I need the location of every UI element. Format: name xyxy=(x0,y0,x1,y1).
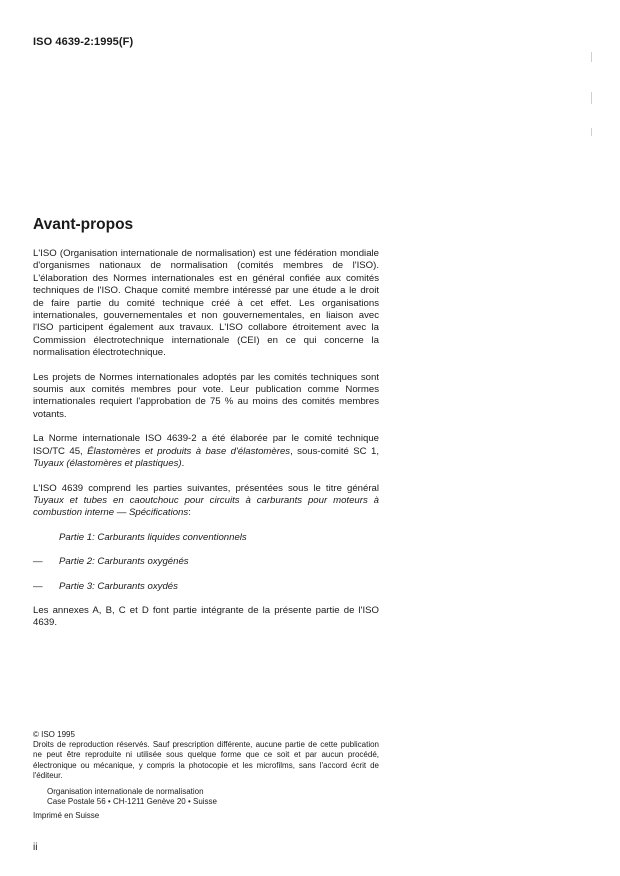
subcommittee-name: Tuyaux (élastomères et plastiques) xyxy=(33,458,182,470)
publisher-org: Organisation internationale de normalisation xyxy=(47,787,204,797)
copyright-block xyxy=(33,730,379,822)
committee-text-b: , sous-comité SC 1, xyxy=(290,445,379,457)
publisher-address: Case Postale 56 • CH-1211 Genève 20 • Suisse xyxy=(47,797,217,807)
copyright-line: © ISO 1995 xyxy=(33,730,75,739)
list-item xyxy=(33,581,379,593)
scan-mark xyxy=(591,52,592,62)
paragraph-annexes: Les annexes A, B, C et D font partie intégrante de la présente partie de l'ISO 4639. xyxy=(33,604,379,629)
committee-text-a: La Norme internationale ISO 4639-2 a été élaborée par le comité technique ISO/TC 45, xyxy=(33,433,379,457)
general-title: Tuyaux et tubes en caoutchouc pour circuits à carburants pour moteurs à combustion interne — Spécifications xyxy=(33,494,379,519)
list-item xyxy=(33,556,379,568)
foreword-body xyxy=(33,248,379,642)
section-title: Avant-propos xyxy=(33,216,134,233)
list-dash: — xyxy=(33,580,43,592)
committee-text-c: . xyxy=(181,458,185,470)
copyright-rights: Droits de reproduction réservés. Sauf prescription différente, aucune partie de cette publication ne peut être reproduite ni utilisée sous quelque forme que ce soit et par aucun procédé, électronique ou mécanique, y compris la photocopie et les microfilms, sans l'accord écrit de l'éditeur. xyxy=(33,740,379,780)
part-label: Partie 2: Carburants oxygénés xyxy=(59,556,189,568)
list-item xyxy=(33,532,379,544)
paragraph-iso-intro: L'ISO (Organisation internationale de normalisation) est une fédération mondiale d'organismes nationaux de normalisation (comités membres de l'ISO). L'élaboration des Normes internationales est en général confiée aux comités techniques de l'ISO. Chaque comité membre intéressé par une étude a le droit de faire partie du comité technique créé à cet effet. Les organisations internationales, gouvernementales et non gouvernementales, en liaison avec l'ISO participent également aux travaux. L'ISO collabore étroitement avec la Commission électrotechnique internationale (CEI) en ce qui concerne la normalisation électrotechnique. xyxy=(33,248,379,359)
page-number: ii xyxy=(33,842,38,853)
part-label: Partie 3: Carburants oxydés xyxy=(59,580,178,592)
paragraph-voting: Les projets de Normes internationales adoptés par les comités techniques sont soumis aux comités membres pour vote. Leur publication comme Normes internationales requiert l'approbation de 75 % au moins des comités membres votants. xyxy=(33,371,379,420)
scan-mark xyxy=(591,128,592,136)
paragraph-committee xyxy=(33,433,379,470)
parts-list xyxy=(33,532,379,593)
parts-intro-text-b: : xyxy=(188,507,191,519)
committee-name: Élastomères et produits à base d'élastomères xyxy=(87,445,291,457)
parts-intro-text-a: L'ISO 4639 comprend les parties suivantes, présentées sous le titre général xyxy=(33,482,379,494)
printed-in: Imprimé en Suisse xyxy=(33,811,100,821)
part-label: Partie 1: Carburants liquides conventionnels xyxy=(59,531,247,543)
list-dash: — xyxy=(33,556,43,568)
scan-mark xyxy=(591,92,592,104)
document-reference: ISO 4639-2:1995(F) xyxy=(33,36,134,48)
paragraph-parts-intro xyxy=(33,483,379,520)
